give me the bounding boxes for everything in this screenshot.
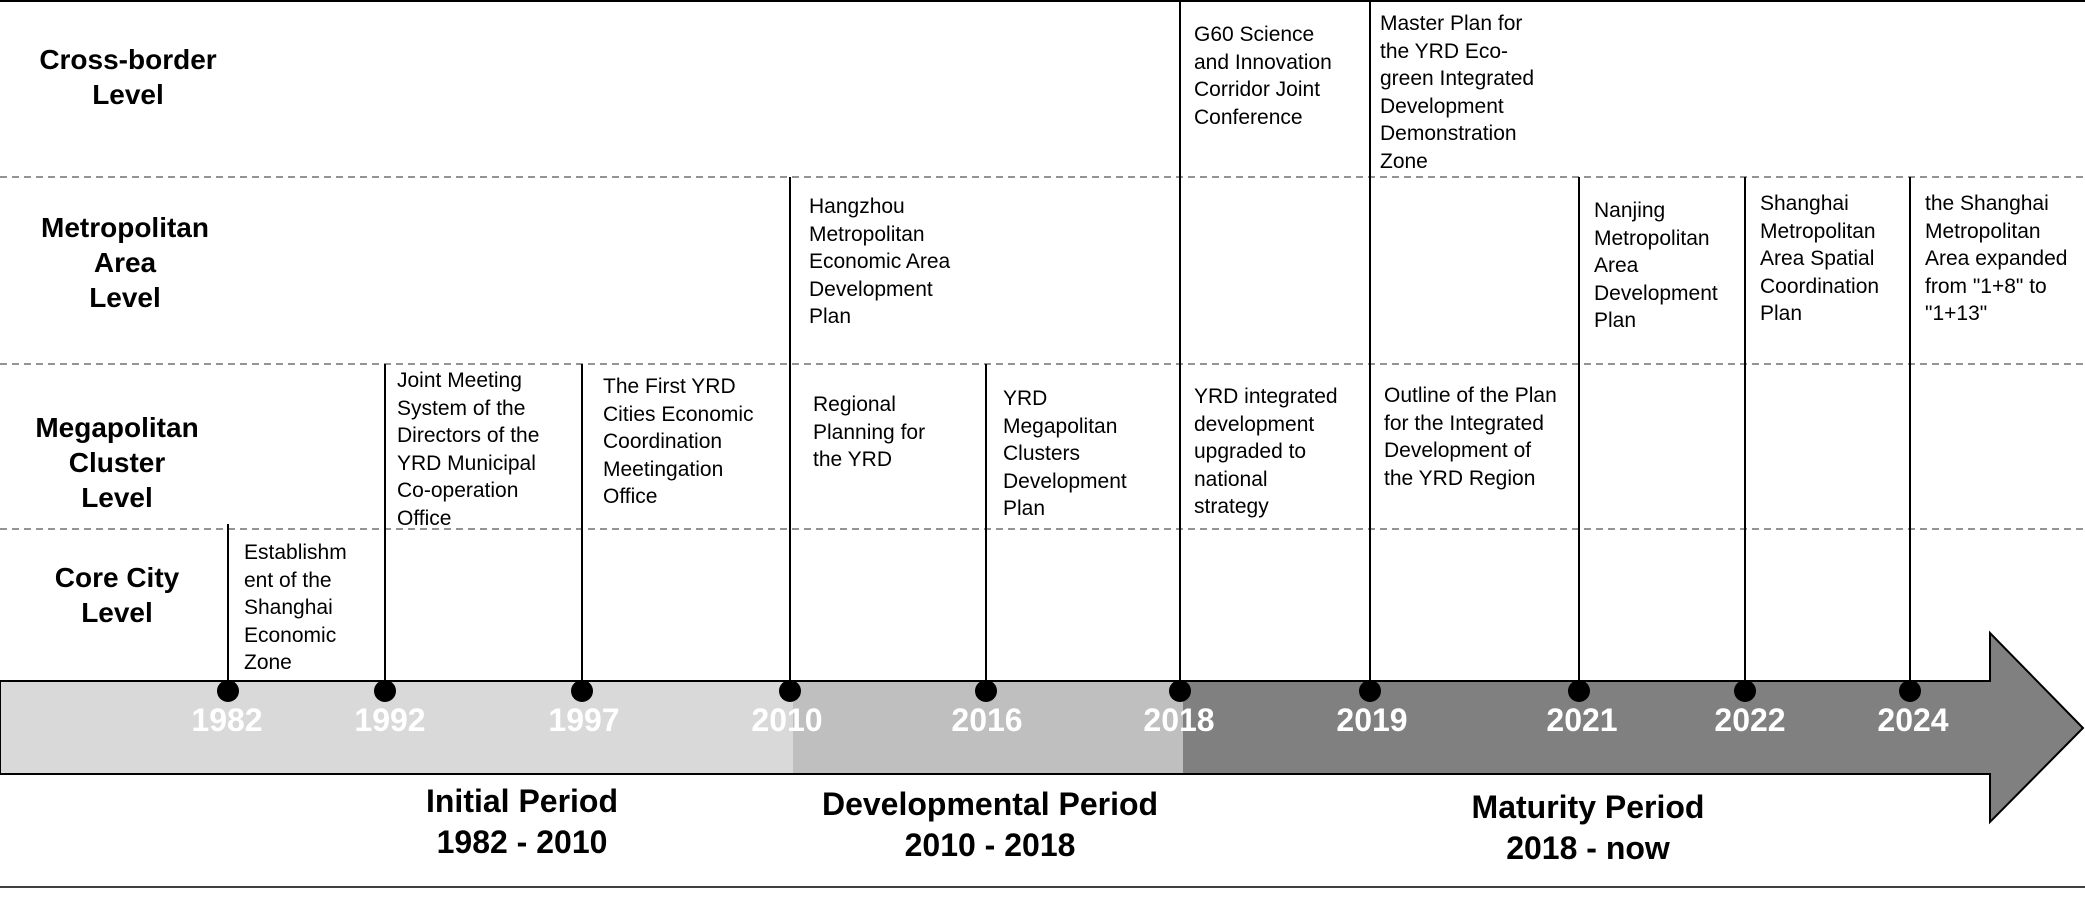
year-label-1982: 1982 (191, 702, 263, 738)
event-2018-megapolitan: YRD integrated development upgraded to national strategy (1194, 385, 1338, 518)
year-marker-dot-2018 (1169, 680, 1191, 702)
year-label-2022: 2022 (1714, 702, 1786, 738)
period-name-maturity: Maturity Period (1471, 789, 1705, 825)
year-marker-dot-1982 (217, 680, 239, 702)
level-label-megapolitan-cluster: Megapolitan Cluster Level (35, 412, 199, 513)
event-2018-cross-border: G60 Science and Innovation Corridor Joint Conference (1194, 23, 1332, 129)
event-2022-metropolitan: Shanghai Metropolitan Area Spatial Coordination Plan (1760, 192, 1880, 325)
event-1992-megapolitan: Joint Meeting System of the Directors of the YRD Municipal Co-operation Office (397, 369, 540, 530)
period-range-initial: 1982 - 2010 (436, 824, 608, 860)
year-marker-dot-2010 (779, 680, 801, 702)
year-label-2018: 2018 (1143, 702, 1215, 738)
year-marker-dot-2021 (1568, 680, 1590, 702)
event-2024-metropolitan: the Shanghai Metropolitan Area expanded from "1+8" to "1+13" (1925, 192, 2068, 325)
level-label-metropolitan-area: Metropolitan Area Level (41, 212, 209, 313)
event-2019-cross-border: Master Plan for the YRD Eco- green Integrated Development Demonstration Zone (1380, 12, 1535, 173)
period-label-developmental (822, 784, 1158, 866)
period-range-maturity: 2018 - now (1506, 830, 1670, 866)
event-2016-megapolitan: YRD Megapolitan Clusters Development Plan (1003, 387, 1127, 520)
year-label-2010: 2010 (751, 702, 823, 738)
year-marker-dot-2024 (1899, 680, 1921, 702)
year-marker-dot-2019 (1359, 680, 1381, 702)
event-2021-metropolitan: Nanjing Metropolitan Area Development Plan (1594, 199, 1718, 332)
year-marker-dot-2022 (1734, 680, 1756, 702)
level-label-cross-border: Cross-border Level (39, 44, 217, 110)
year-label-1992: 1992 (354, 702, 426, 738)
period-name-initial: Initial Period (425, 783, 619, 819)
year-label-2016: 2016 (951, 702, 1023, 738)
year-marker-dot-1992 (374, 680, 396, 702)
year-label-2024: 2024 (1877, 702, 1949, 738)
period-name-developmental: Developmental Period (821, 786, 1159, 822)
period-label-initial (426, 781, 618, 863)
period-label-maturity (1472, 787, 1705, 869)
period-range-developmental: 2010 - 2018 (904, 827, 1076, 863)
year-marker-dot-2016 (975, 680, 997, 702)
year-label-2019: 2019 (1336, 702, 1408, 738)
event-1982-core-city: Establishm ent of the Shanghai Economic Zone (244, 541, 347, 674)
event-2010-metropolitan: Hangzhou Metropolitan Economic Area Development Plan (809, 195, 951, 328)
year-label-1997: 1997 (548, 702, 620, 738)
level-label-core-city: Core City Level (54, 562, 180, 628)
year-label-2021: 2021 (1546, 702, 1618, 738)
event-2010-megapolitan: Regional Planning for the YRD (813, 393, 926, 471)
event-1997-megapolitan: The First YRD Cities Economic Coordination Meetingation Office (603, 375, 754, 508)
event-2019-megapolitan: Outline of the Plan for the Integrated Development of the YRD Region (1384, 384, 1557, 490)
year-marker-dot-1997 (571, 680, 593, 702)
